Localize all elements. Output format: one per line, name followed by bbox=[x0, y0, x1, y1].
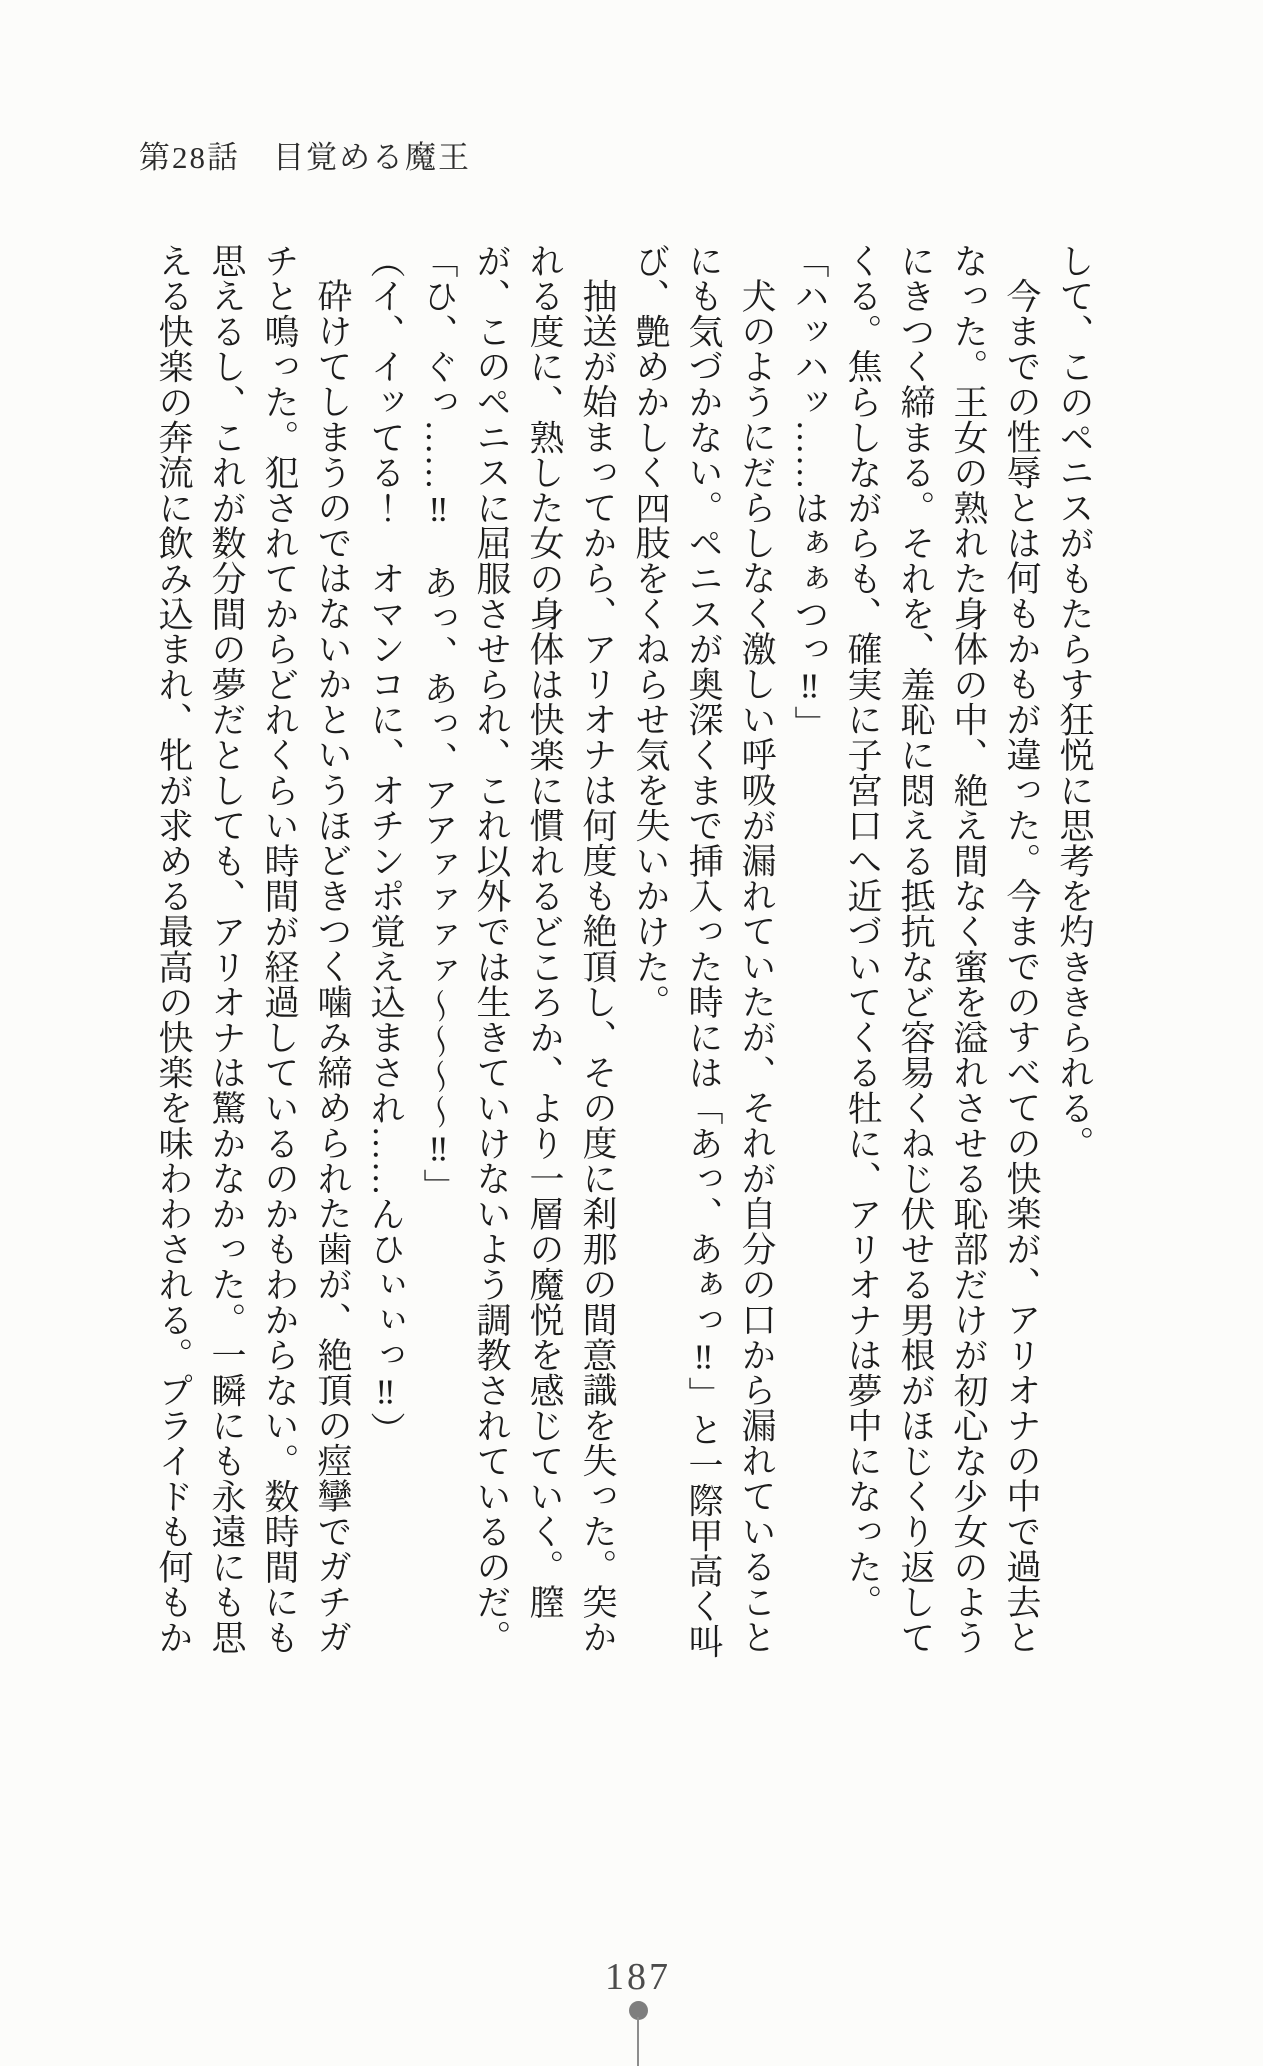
paragraph: 今までの性辱とは何もかもが違った。今までのすべての快楽が、アリオナの中で過去となった。王女の熟れた身体の中、絶え間なく蜜を溢れさせる恥部だけが初心な少女のようにきつく締まる。それを、羞恥に悶える抵抗など容易くねじ伏せる男根がほじくり返してくる。焦らしながらも、確実に子宮口へ近づいてくる牡に、アリオナは夢中になった。 bbox=[843, 243, 1041, 1655]
page-number: 187 bbox=[605, 1956, 671, 1998]
section-end-ornament bbox=[0, 2000, 1263, 2066]
body-text bbox=[147, 243, 1101, 1661]
paragraph: 犬のようにだらしなく激しい呼吸が漏れていたが、それが自分の口から漏れていることにも気づかない。ペニスが奥深くまで挿入った時には「あっ、あぁっ‼」と一際甲高く叫び、艶めかしく四肢をくねらせ気を失いかけた。 bbox=[631, 243, 776, 1659]
paragraph-dialogue: 「ひ、ぐっ……‼ あっ、あっ、アアァァァァ～～～～‼」 bbox=[419, 243, 458, 1205]
paragraph-dialogue: 「ハッハッ……はぁぁつっ‼」 bbox=[790, 243, 829, 742]
ornament-tail-line bbox=[637, 2017, 639, 2066]
paragraph: して、このペニスがもたらす狂悦に思考を灼ききられる。 bbox=[1055, 243, 1094, 1161]
paragraph-thought: （イ、イッてる！ オマンコに、オチンポ覚え込まされ……んひぃぃっ‼） bbox=[366, 243, 405, 1448]
paragraph: 抽送が始まってから、アリオナは何度も絶頂し、その度に刹那の間意識を失った。突かれる度に、熟した女の身体は快楽に慣れるどころか、より一層の魔悦を感じていく。膣が、このペニスに屈服させられ、これ以外では生きていけないよう調教されているのだ。 bbox=[472, 243, 617, 1655]
paragraph: 砕けてしまうのではないかというほどきつく噛み締められた歯が、絶頂の痙攣でガチガチと鳴った。犯されてからどれくらい時間が経過しているのかもわからない。数時間にも思えるし、これが数分間の夢だとしても、アリオナは驚かなかった。一瞬にも永遠にも思える快楽の奔流に飲み込まれ、牝が求める最高の快楽を味わわされる。プライドも何もか bbox=[154, 243, 352, 1655]
chapter-heading: 第28話 目覚める魔王 bbox=[139, 140, 471, 175]
